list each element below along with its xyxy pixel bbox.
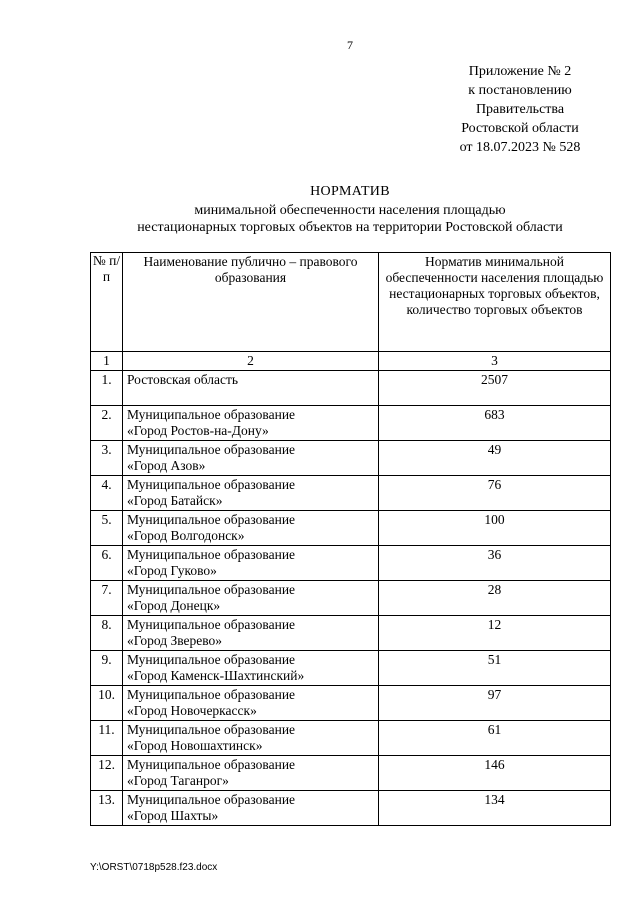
appendix-line: Приложение № 2 (468, 64, 572, 79)
table-row (91, 721, 611, 756)
row-name-line1: Муниципальное образование (127, 582, 296, 597)
appendix-line: от 18.07.2023 № 528 (459, 140, 581, 155)
table-row (91, 406, 611, 441)
row-name-line1: Муниципальное образование (127, 757, 296, 772)
table-row (91, 441, 611, 476)
header-name: Наименование публично – правового образования (123, 253, 379, 352)
document-subtitle (0, 202, 640, 236)
row-name (123, 441, 379, 476)
table-row (91, 476, 611, 511)
row-name-line2: «Город Волгодонск» (127, 528, 245, 543)
row-number: 7. (91, 581, 123, 616)
row-name-line1: Муниципальное образование (127, 652, 296, 667)
row-name (123, 581, 379, 616)
column-index-row (91, 352, 611, 371)
row-name-line2: «Город Каменск-Шахтинский» (127, 668, 305, 683)
row-name-line2: «Город Шахты» (127, 808, 219, 823)
document-title: НОРМАТИВ (310, 184, 390, 199)
row-number: 5. (91, 511, 123, 546)
row-value: 76 (379, 476, 611, 511)
col-index: 2 (123, 352, 379, 371)
row-value: 61 (379, 721, 611, 756)
row-number: 9. (91, 651, 123, 686)
row-name (123, 686, 379, 721)
table-row (91, 371, 611, 406)
row-value: 51 (379, 651, 611, 686)
row-number: 2. (91, 406, 123, 441)
row-name-line1: Муниципальное образование (127, 722, 296, 737)
table-row (91, 546, 611, 581)
row-number: 10. (91, 686, 123, 721)
row-name-line2: «Город Новошахтинск» (127, 738, 263, 753)
row-name (123, 616, 379, 651)
row-name (123, 511, 379, 546)
row-name-line1: Муниципальное образование (127, 792, 296, 807)
row-name-line2: «Город Таганрог» (127, 773, 229, 788)
table-row (91, 511, 611, 546)
table-header-row (91, 253, 611, 352)
subtitle-line: нестационарных торговых объектов на территории Ростовской области (137, 220, 563, 235)
appendix-line: к постановлению (468, 83, 572, 98)
row-name-line1: Муниципальное образование (127, 512, 296, 527)
row-value: 12 (379, 616, 611, 651)
row-name-line1: Муниципальное образование (127, 617, 296, 632)
appendix-line: Правительства (475, 102, 565, 117)
row-name-line2: «Город Ростов-на-Дону» (127, 423, 269, 438)
col-index: 3 (379, 352, 611, 371)
row-name (123, 546, 379, 581)
row-name (123, 756, 379, 791)
row-name (123, 476, 379, 511)
table-row (91, 686, 611, 721)
row-name-line2: «Город Зверево» (127, 633, 223, 648)
table-row (91, 581, 611, 616)
norm-table (90, 252, 611, 826)
row-value: 134 (379, 791, 611, 826)
col-index: 1 (91, 352, 123, 371)
row-number: 6. (91, 546, 123, 581)
row-value: 36 (379, 546, 611, 581)
row-name (123, 406, 379, 441)
appendix-block (440, 62, 600, 157)
row-number: 1. (91, 371, 123, 406)
table-row (91, 756, 611, 791)
header-norm: Норматив минимальной обеспеченности населения площадью нестационарных торговых объектов, количество торговых объектов (379, 253, 611, 352)
row-name-line2: «Город Батайск» (127, 493, 223, 508)
page-number: 7 (347, 38, 353, 52)
row-value: 100 (379, 511, 611, 546)
row-name-line1: Муниципальное образование (127, 442, 296, 457)
subtitle-line: минимальной обеспеченности населения площадью (194, 203, 506, 218)
table-row (91, 791, 611, 826)
row-name (123, 791, 379, 826)
table-row (91, 616, 611, 651)
row-value: 49 (379, 441, 611, 476)
row-number: 13. (91, 791, 123, 826)
row-name-line2: «Город Донецк» (127, 598, 221, 613)
row-number: 11. (91, 721, 123, 756)
row-value: 683 (379, 406, 611, 441)
row-name-line2: «Город Азов» (127, 458, 206, 473)
row-number: 8. (91, 616, 123, 651)
row-name-line1: Муниципальное образование (127, 547, 296, 562)
file-path-footer: Y:\ORST\0718p528.f23.docx (90, 862, 218, 873)
row-value: 2507 (379, 371, 611, 406)
row-name-line1: Муниципальное образование (127, 477, 296, 492)
row-number: 12. (91, 756, 123, 791)
row-name-line1: Муниципальное образование (127, 407, 296, 422)
header-num: № п/п (91, 253, 123, 352)
row-name (123, 371, 379, 406)
row-name (123, 721, 379, 756)
row-name-line1: Ростовская область (127, 372, 238, 387)
row-value: 146 (379, 756, 611, 791)
row-value: 28 (379, 581, 611, 616)
row-number: 4. (91, 476, 123, 511)
row-name-line1: Муниципальное образование (127, 687, 296, 702)
row-name-line2: «Город Гуково» (127, 563, 217, 578)
row-name (123, 651, 379, 686)
row-number: 3. (91, 441, 123, 476)
row-name-line2: «Город Новочеркасск» (127, 703, 257, 718)
appendix-line: Ростовской области (461, 121, 579, 136)
table-row (91, 651, 611, 686)
row-value: 97 (379, 686, 611, 721)
